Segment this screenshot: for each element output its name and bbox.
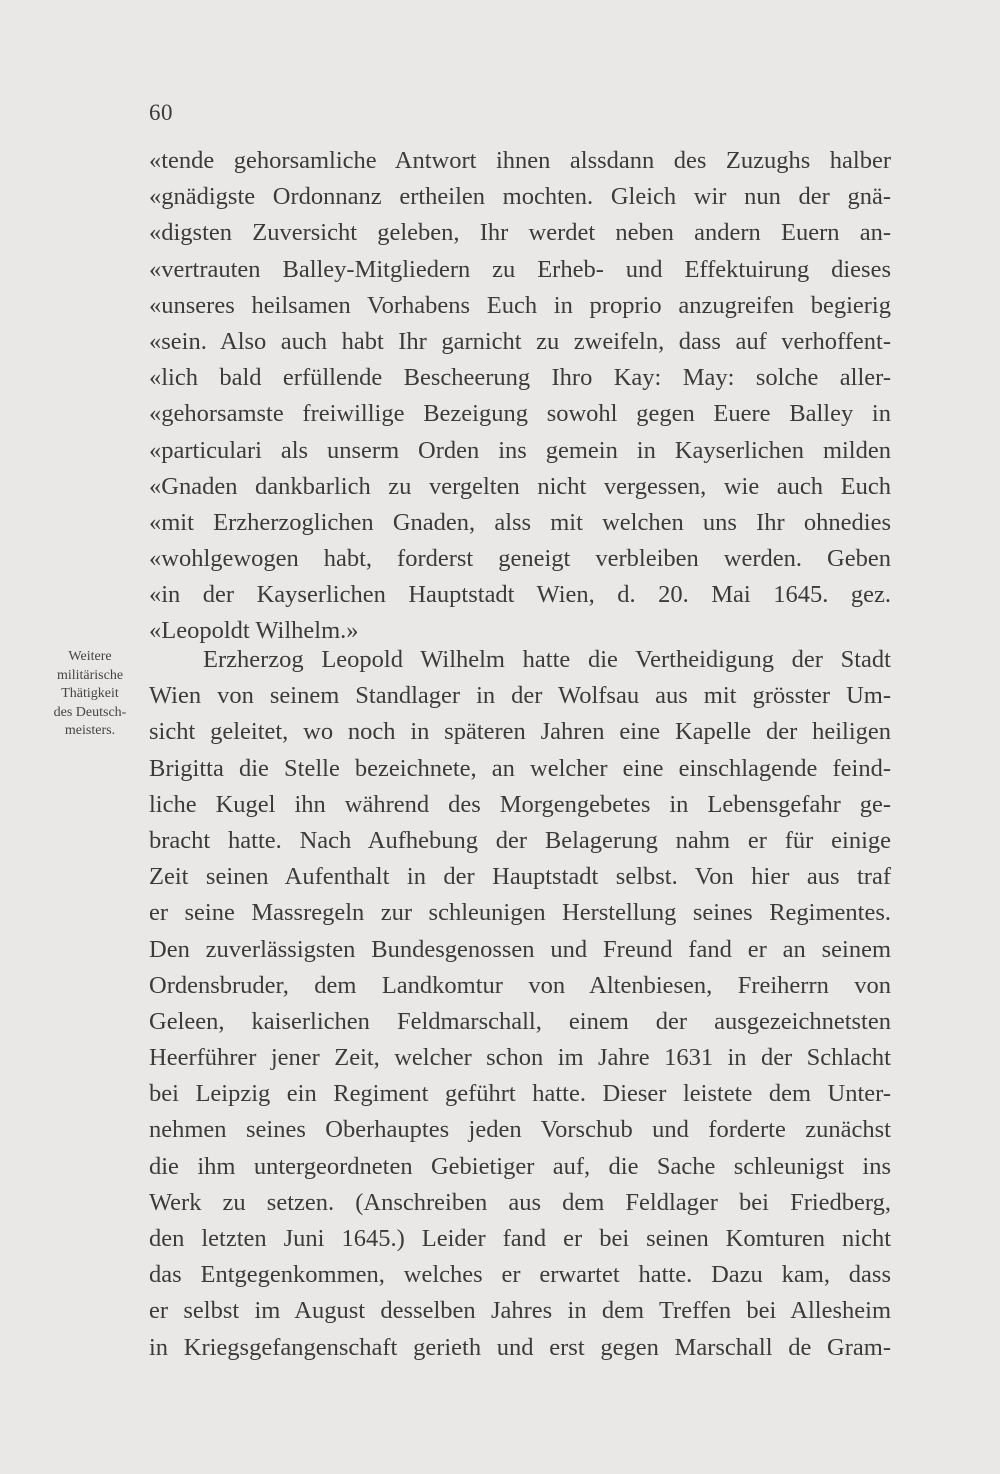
margin-note-line: Thätigkeit: [61, 686, 119, 701]
text-line: «particulari als unserm Orden ins gemein in Kayserlichen milden: [149, 436, 891, 464]
text-line: Wien von seinem Standlager in der Wolfsau aus mit grösster Um-: [149, 682, 891, 710]
margin-note-line: des Deutsch-: [53, 704, 127, 720]
text-line: «lich bald erfüllende Bescheerung Ihro Kay: May: solche aller-: [149, 364, 891, 392]
text-line: «digsten Zuversicht geleben, Ihr werdet neben andern Euern an-: [149, 219, 891, 247]
text-line: «tende gehorsamliche Antwort ihnen alssdann des Zuzughs halber: [149, 147, 891, 174]
text-line: «Gnaden dankbarlich zu vergelten nicht vergessen, wie auch Euch: [149, 472, 891, 500]
text-line: bracht hatte. Nach Aufhebung der Belagerung nahm er für einige: [149, 826, 891, 854]
text-line: Werk zu setzen. (Anschreiben aus dem Feldlager bei Friedberg,: [149, 1188, 891, 1216]
text-line: «gehorsamste freiwillige Bezeigung sowohl gegen Euere Balley in: [149, 400, 891, 428]
text-line: den letzten Juni 1645.) Leider fand er bei seinen Komturen nicht: [149, 1225, 891, 1252]
page-number: 60: [149, 100, 173, 125]
quoted-letter-paragraph: [149, 143, 891, 650]
text-line: in Kriegsgefangenschaft gerieth und erst gegen Marschall de Gram-: [149, 1333, 891, 1361]
text-line: «sein. Also auch habt Ihr garnicht zu zweifeln, dass auf verhoffent-: [149, 327, 891, 355]
text-line: sicht geleitet, wo noch in späteren Jahren eine Kapelle der heiligen: [149, 718, 891, 746]
text-line: das Entgegenkommen, welches er erwartet hatte. Dazu kam, dass: [149, 1261, 891, 1289]
margin-note-line: meisters.: [64, 723, 116, 738]
text-line: nehmen seines Oberhauptes jeden Vorschub und forderte zunächst: [149, 1116, 891, 1144]
text-line: Ordensbruder, dem Landkomtur von Altenbiesen, Freiherrn von: [149, 971, 891, 999]
text-line: er selbst im August desselben Jahres in dem Treffen bei Allesheim: [149, 1297, 891, 1325]
text-line: Zeit seinen Aufenthalt in der Hauptstadt selbst. Von hier aus traf: [149, 863, 891, 891]
text-line: Geleen, kaiserlichen Feldmarschall, einem der ausgezeichnetsten: [149, 1007, 891, 1035]
text-line: Heerführer jener Zeit, welcher schon im Jahre 1631 in der Schlacht: [149, 1044, 891, 1072]
text-line: bei Leipzig ein Regiment geführt hatte. Dieser leistete dem Unter-: [149, 1080, 891, 1108]
text-line: «unseres heilsamen Vorhabens Euch in proprio anzugreifen begierig: [149, 291, 891, 319]
margin-note-line: militärische: [56, 667, 124, 683]
text-line: liche Kugel ihn während des Morgengebetes in Lebensgefahr ge-: [149, 790, 891, 818]
text-line: «wohlgewogen habt, forderst geneigt verbleiben werden. Geben: [149, 545, 891, 573]
text-line: er seine Massregeln zur schleunigen Herstellung seines Regimentes.: [149, 899, 891, 927]
margin-note-line: Weitere: [68, 649, 112, 664]
margin-note: [30, 648, 150, 741]
text-line: «gnädigste Ordonnanz ertheilen mochten. Gleich wir nun der gnä-: [149, 183, 891, 211]
text-line: «in der Kayserlichen Hauptstadt Wien, d. 20. Mai 1645. gez.: [149, 581, 891, 609]
text-line: «vertrauten Balley-Mitgliedern zu Erheb- und Effektuirung dieses: [149, 255, 891, 283]
text-line: «Leopoldt Wilhelm.»: [149, 617, 359, 645]
text-line: «mit Erzherzoglichen Gnaden, alss mit welchen uns Ihr ohnedies: [149, 508, 891, 536]
text-line: Erzherzog Leopold Wilhelm hatte die Vertheidigung der Stadt: [203, 646, 891, 673]
text-line: Den zuverlässigsten Bundesgenossen und Freund fand er an seinem: [149, 935, 891, 963]
body-paragraph: [149, 642, 891, 1366]
text-line: Brigitta die Stelle bezeichnete, an welcher eine einschlagende feind-: [149, 754, 891, 782]
text-line: die ihm untergeordneten Gebietiger auf, die Sache schleunigst ins: [149, 1152, 891, 1180]
